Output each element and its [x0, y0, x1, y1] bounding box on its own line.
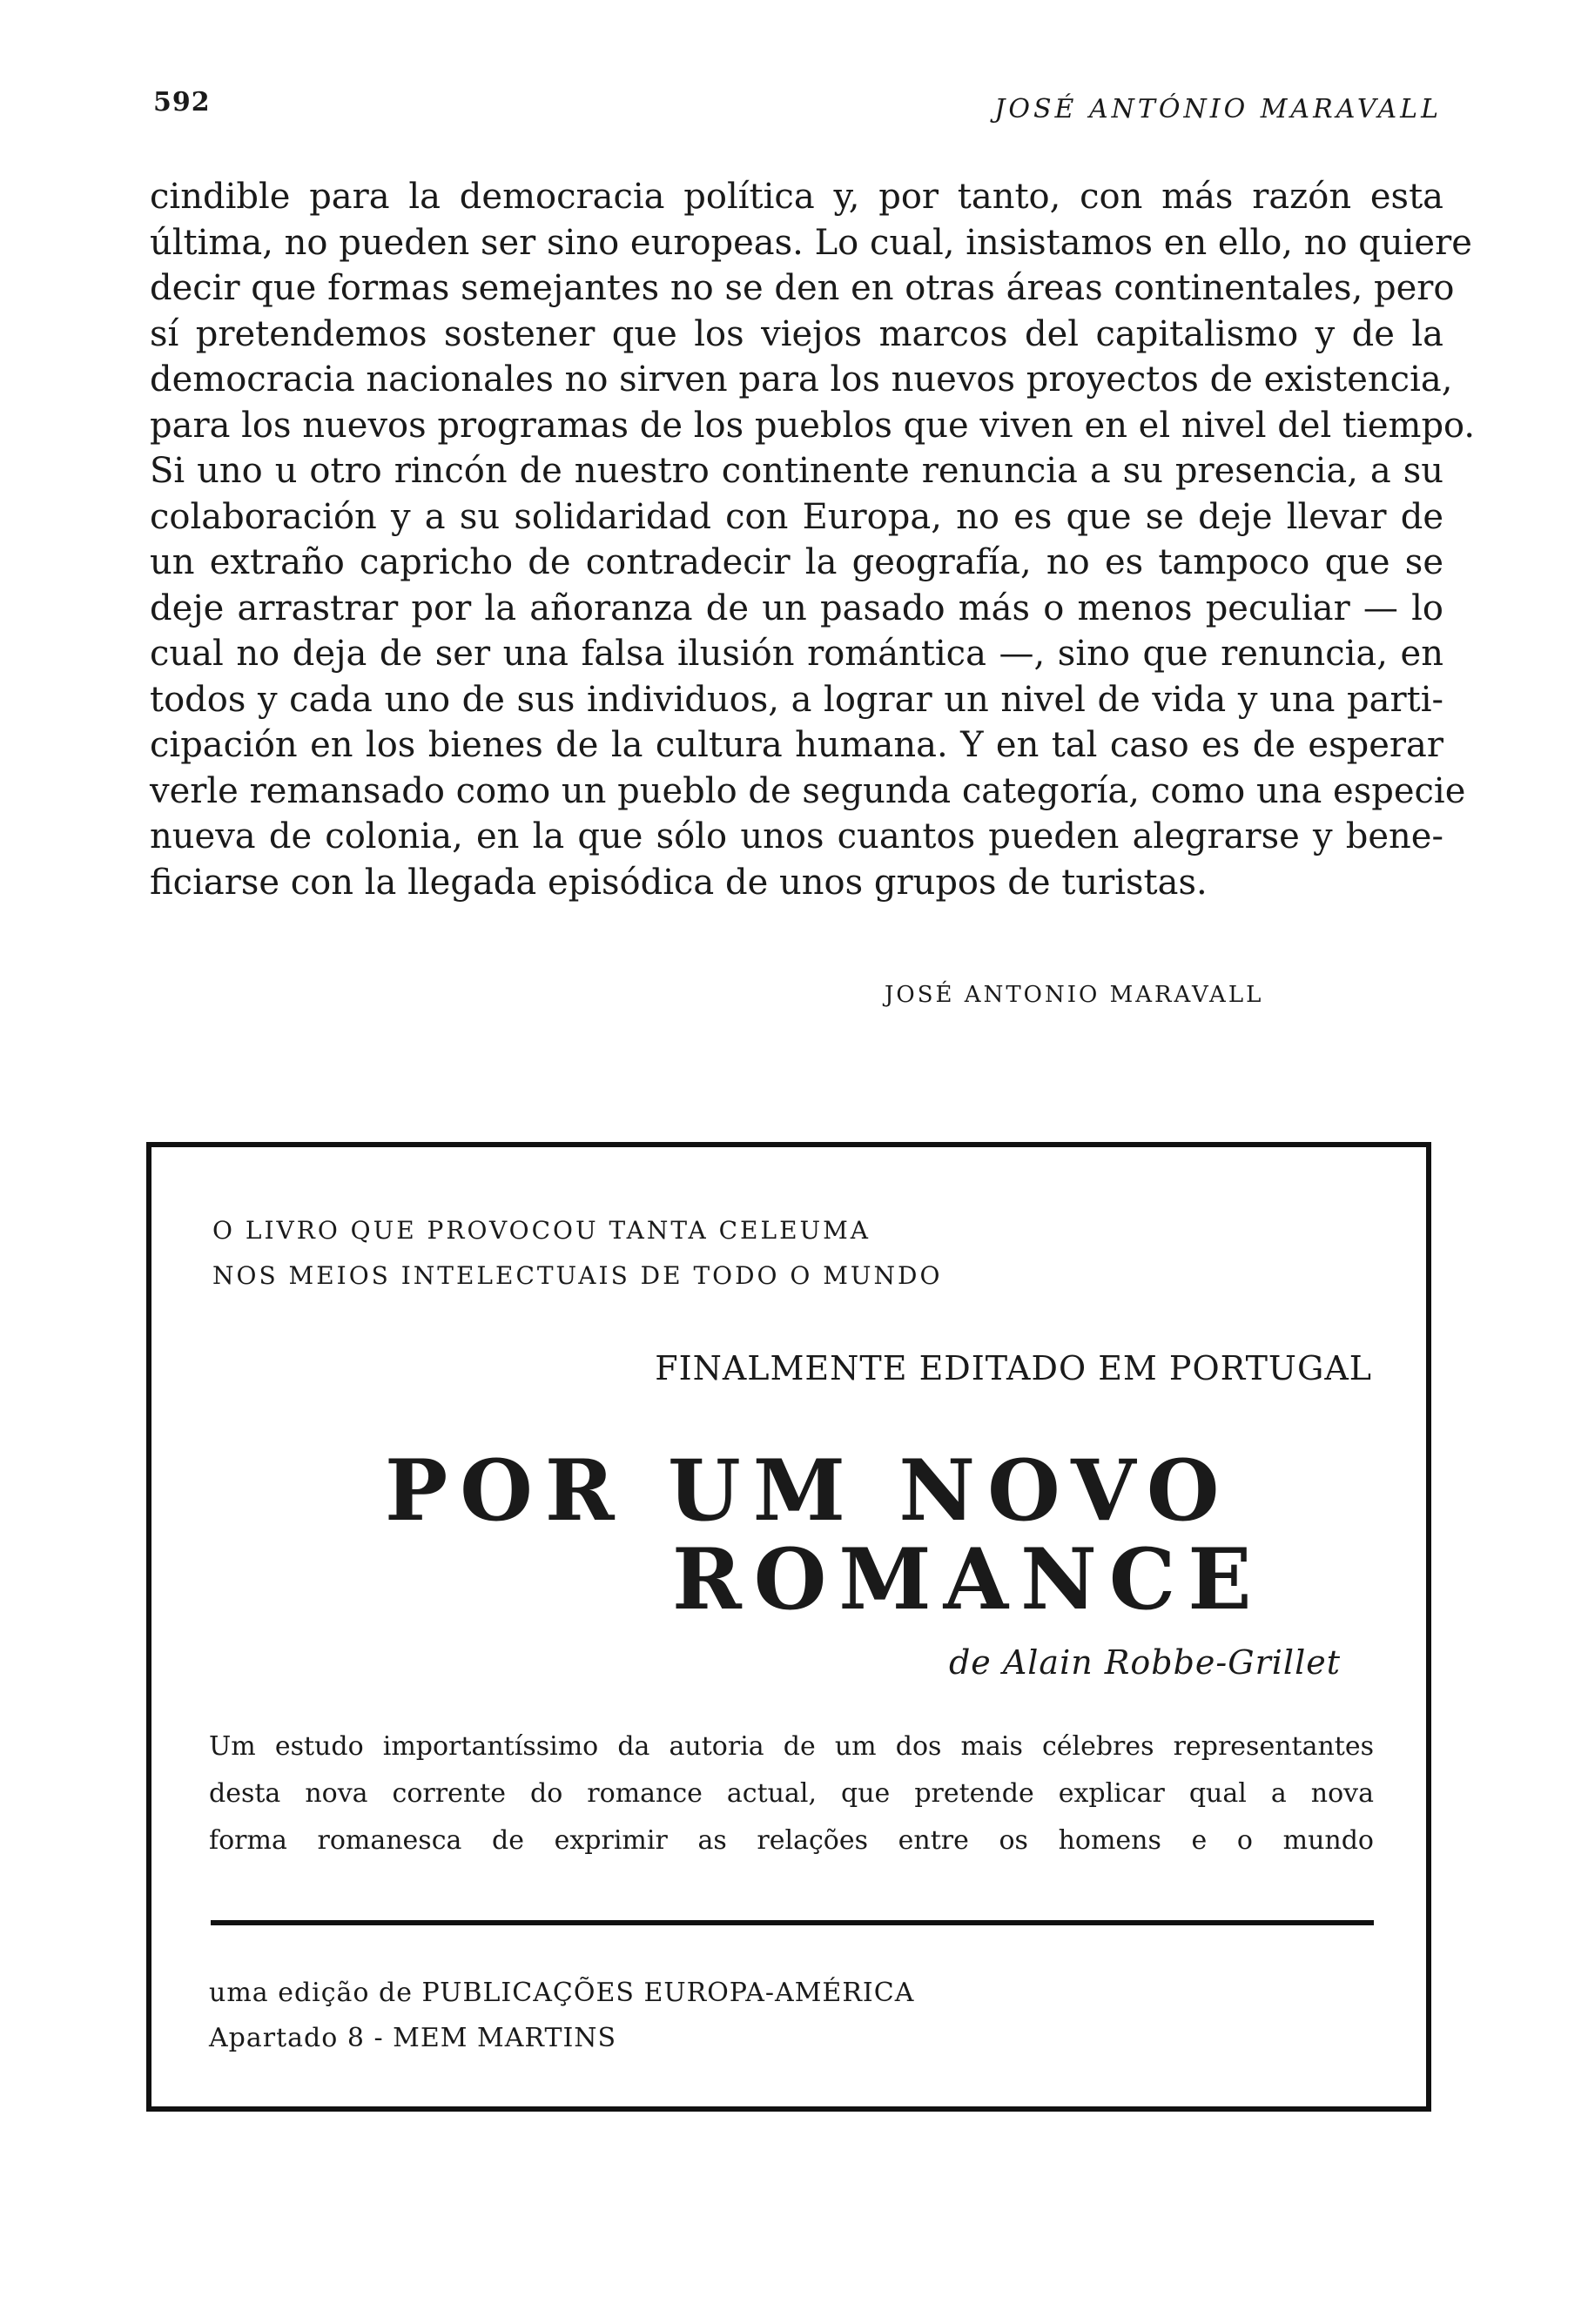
body-line: decir que formas semejantes no se den en otras áreas continentales, pero [150, 268, 1455, 308]
ad-title-line: ROMANCE [672, 1530, 1264, 1629]
author-signature: JOSÉ ANTONIO MARAVALL [885, 982, 1264, 1008]
body-line: colaboración y a su solidaridad con Europa, no es que se deje llevar de [150, 496, 1443, 537]
body-line: ficiarse con la llegada episódica de unos grupos de turistas. [150, 862, 1208, 903]
ad-book-author: de Alain Robbe-Grillet [948, 1643, 1341, 1682]
ad-description-line: Um estudo importantíssimo da autoria de um dos mais célebres representantes [209, 1731, 1374, 1762]
ad-teaser-line: O LIVRO QUE PROVOCOU TANTA CELEUMA [212, 1216, 871, 1245]
running-head: JOSÉ ANTÓNIO MARAVALL [994, 94, 1442, 124]
ad-teaser-line: NOS MEIOS INTELECTUAIS DE TODO O MUNDO [212, 1261, 943, 1290]
body-line: deje arrastrar por la añoranza de un pasado más o menos peculiar — lo [150, 588, 1443, 628]
body-line: para los nuevos programas de los pueblos que viven en el nivel del tiempo. [150, 405, 1476, 446]
body-line: verle remansado como un pueblo de segunda categoría, como una especie [150, 770, 1466, 811]
body-line: cual no deja de ser una falsa ilusión romántica —, sino que renuncia, en [150, 634, 1443, 674]
article-body [150, 174, 1476, 905]
ad-teaser [212, 1208, 942, 1299]
book-advertisement [146, 1142, 1431, 2112]
body-line: sí pretendemos sostener que los viejos marcos del capitalismo y de la [150, 313, 1443, 354]
body-line: todos y cada uno de sus individuos, a lograr un nivel de vida y una parti- [150, 679, 1443, 720]
ad-title-line: POR UM NOVO [385, 1441, 1232, 1540]
ad-publisher [209, 1971, 914, 2061]
body-line: última, no pueden ser sino europeas. Lo cual, insistamos en ello, no quiere [150, 222, 1472, 263]
ad-divider [211, 1920, 1374, 1925]
ad-description [209, 1723, 1374, 1864]
page-number: 592 [153, 87, 211, 118]
body-line: un extraño capricho de contradecir la geografía, no es tampoco que se [150, 542, 1443, 582]
body-line: nueva de colonia, en la que sólo unos cuantos pueden alegrarse y bene- [150, 816, 1443, 856]
ad-publisher-line: uma edição de PUBLICAÇÕES EUROPA-AMÉRICA [209, 1978, 915, 2008]
ad-subtitle: FINALMENTE EDITADO EM PORTUGAL [655, 1349, 1372, 1387]
ad-description-line: forma romanesca de exprimir as relações entre os homens e o mundo [209, 1825, 1374, 1856]
body-line: Si uno u otro rincón de nuestro continente renuncia a su presencia, a su [150, 451, 1443, 491]
body-line: democracia nacionales no sirven para los nuevos proyectos de existencia, [150, 359, 1453, 400]
ad-description-line: desta nova corrente do romance actual, que pretende explicar qual a nova [209, 1778, 1374, 1809]
body-line: cipación en los bienes de la cultura humana. Y en tal caso es de esperar [150, 725, 1443, 765]
ad-publisher-address: Apartado 8 - MEM MARTINS [209, 2023, 617, 2053]
body-line: cindible para la democracia política y, por tanto, con más razón esta [150, 177, 1443, 217]
